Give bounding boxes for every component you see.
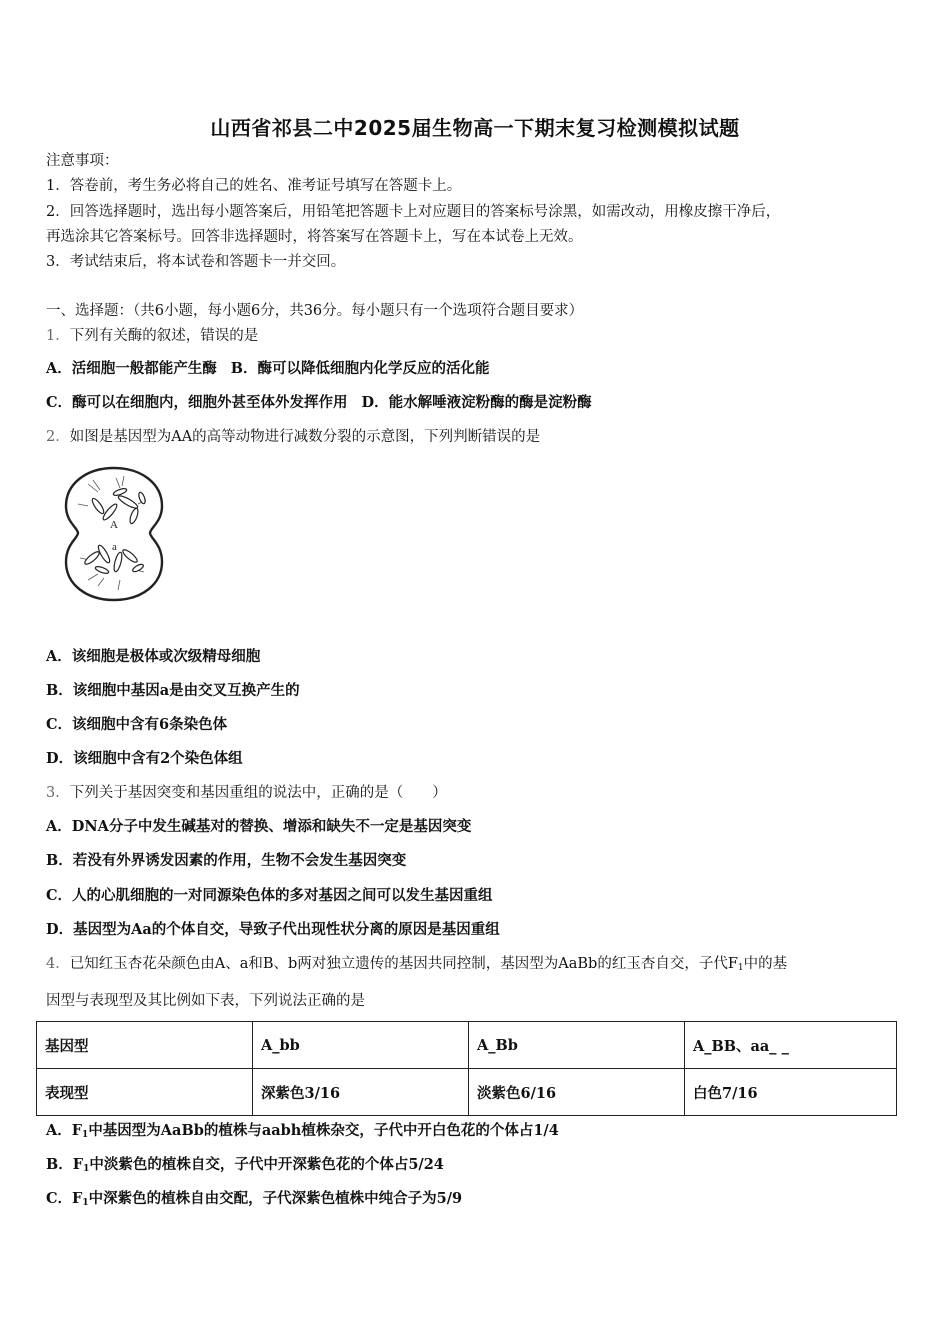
question-4-option-a [46,1121,559,1145]
question-text: 已知红玉杏花朵颜色由A、a和B、b两对独立遗传的基因共同控制，基因型为AaBb的红玉杏自交，子代F [69,956,738,972]
question-text-cont: 中的基 [743,956,788,972]
question-3-option-c: C．人的心肌细胞的一对同源染色体的多对基因之间可以发生基因重组 [46,887,493,904]
question-2-option-a: A．该细胞是极体或次级精母细胞 [46,648,261,665]
subscript: 1 [82,1198,89,1208]
table-row [37,1022,897,1069]
question-3-option-b: B．若没有外界诱发因素的作用，生物不会发生基因突变 [46,852,407,869]
notice-heading: 注意事项： [46,153,119,169]
table-cell: 深紫色3/16 [253,1069,469,1116]
table-cell: 白色7/16 [685,1069,897,1116]
option-a: A．活细胞一般都能产生酶 [46,360,217,377]
table-cell: 基因型 [37,1022,253,1069]
question-4-stem-line-2: 因型与表现型及其比例如下表，下列说法正确的是 [46,993,365,1009]
gene-label-upper: A [110,519,118,531]
section-heading: 一、选择题：（共6小题，每小题6分，共36分。每小题只有一个选项符合题目要求） [46,303,584,319]
table-cell: A_BB、aa_ _ [685,1022,897,1069]
question-1-stem [46,326,258,346]
option-prefix: C．F [46,1190,83,1207]
cell-diagram-svg [58,462,170,604]
question-text: 下列有关酶的叙述，错误的是 [69,328,259,344]
notice-item-1: 1．答卷前，考生务必将自己的姓名、准考证号填写在答题卡上。 [46,178,462,194]
question-number: 1． [46,328,70,344]
question-3-option-a: A．DNA分子中发生碱基对的替换、增添和缺失不一定是基因突变 [46,818,472,835]
table-cell: A_Bb [469,1022,685,1069]
question-2-option-d: D．该细胞中含有2个染色体组 [46,750,243,767]
meiosis-cell-diagram [58,462,170,604]
table-row [37,1069,897,1116]
question-2-option-b: B．该细胞中基因a是由交叉互换产生的 [46,682,300,699]
table-cell: 表现型 [37,1069,253,1116]
notice-item-2b: 再选涂其它答案标号。回答非选择题时，将答案写在答题卡上，写在本试卷上无效。 [46,229,583,245]
subscript: 1 [82,1130,89,1140]
question-2-option-c: C．该细胞中含有6条染色体 [46,716,228,733]
subscript: 1 [83,1164,90,1174]
page-title: 山西省祁县二中2025届生物高一下期末复习检测模拟试题 [210,116,740,140]
option-b: B．酶可以降低细胞内化学反应的活化能 [230,360,490,377]
question-number: 2． [46,429,70,445]
table-cell: A_bb [253,1022,469,1069]
gene-label-lower: a [112,541,117,553]
option-text: 中基因型为AaBb的植株与aabh植株杂交，子代中开白色花的个体占1/4 [88,1122,559,1139]
question-2-stem [46,427,540,447]
question-text: 如图是基因型为AA的高等动物进行减数分裂的示意图，下列判断错误的是 [69,429,541,445]
spindle-fibers-upper [78,476,146,506]
question-1-options-ab [46,359,490,379]
option-text: 中淡紫色的植株自交，子代中开深紫色花的个体占5/24 [89,1156,444,1173]
question-4-option-c [46,1189,462,1213]
question-4-stem-line-1 [46,954,787,978]
chromosomes-upper [90,487,146,524]
subscript: 1 [737,963,744,973]
question-3-stem [46,783,447,803]
table-cell: 淡紫色6/16 [469,1069,685,1116]
option-c: C．酶可以在细胞内，细胞外甚至体外发挥作用 [46,394,348,411]
question-3-option-d: D．基因型为Aa的个体自交，导致子代出现性状分离的原因是基因重组 [46,921,500,938]
cell-membrane [66,468,162,600]
notice-item-2a: 2．回答选择题时，选出每小题答案后，用铅笔把答题卡上对应题目的答案标号涂黑，如需改动，用橡皮擦干净后， [46,204,781,220]
question-1-options-cd [46,393,592,413]
question-number: 4． [46,956,70,972]
genotype-phenotype-table [36,1021,897,1116]
question-number: 3． [46,785,70,801]
question-text: 下列关于基因突变和基因重组的说法中，正确的是（ ） [69,785,447,801]
option-prefix: A．F [46,1122,83,1139]
option-text: 中深紫色的植株自由交配，子代深紫色植株中纯合子为5/9 [88,1190,463,1207]
option-d: D．能水解唾液淀粉酶的酶是淀粉酶 [361,394,592,411]
notice-item-3: 3．考试结束后，将本试卷和答题卡一并交回。 [46,254,346,270]
option-prefix: B．F [46,1156,84,1173]
question-4-option-b [46,1155,444,1179]
